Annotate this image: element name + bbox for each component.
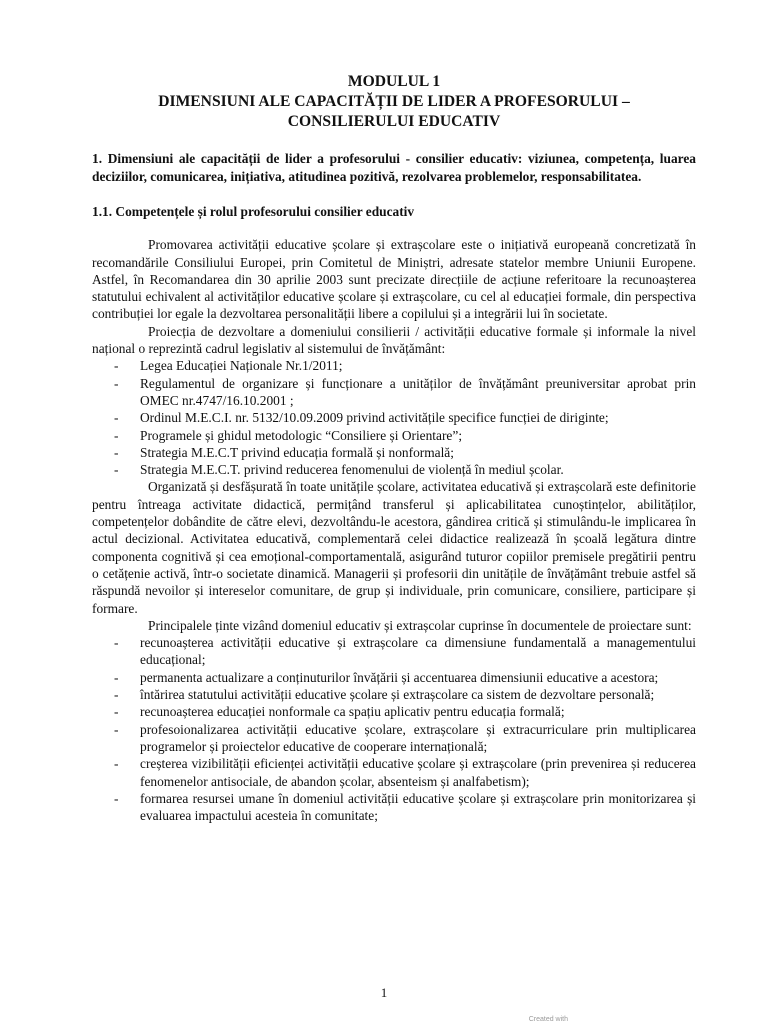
list-bullet: -: [114, 375, 119, 391]
paragraph-educational-activity: Organizată și desfășurată în toate unitățile școlare, activitatea educativă și extrașcolară este definitorie pentru întreaga activitate didactică, permițând transferul și aplicabilitatea cunoștințelor, abilităților, competențelor dobândite de către elevi, dezvoltându-le acestora, gândirea critică și stimulându-le implicarea în actul decizional. Activitatea educativă, complementară celei didactice realizează în școală legătura dintre componenta cognitivă și cea emoțional-comportamentală, asigurând tuturor copiilor premisele pregătirii pentru o cetățenie activă, într-o societate dinamică. Managerii și profesorii din unitățile de învățământ trebuie astfel să răspundă nevoilor și intereselor comunitare, de grup și individuale, prin comunicare, consiliere, participare și formare.: [92, 479, 696, 616]
title-line-counselor: CONSILIERULUI EDUCATIV: [287, 113, 501, 130]
list-item: [92, 461, 696, 478]
list-item-text: Programele și ghidul metodologic “Consiliere și Orientare”;: [140, 427, 463, 443]
list-item: [92, 686, 696, 703]
list-bullet: -: [114, 721, 119, 737]
list-item: [92, 444, 696, 461]
list-item: [92, 755, 696, 790]
paragraph-intro: Promovarea activității educative școlare și extrașcolare este o inițiativă europeană concretizată în recomandările Consiliului Europei, prin Comitetul de Miniștri, adresate statelor membre Uniunii Europene. Astfel, în Recomandarea din 30 aprilie 2003 sunt precizate direcțiile de acțiune referitoare la recunoașterea statutului echivalent al activităților educative școlare și extrașcolare, cu cel al educației formale, din perspectiva contribuției lor egale la dezvoltarea personalității libere a copilului și a integrării lui în societate.: [92, 237, 696, 322]
list-bullet: -: [114, 427, 119, 443]
list-item: [92, 669, 696, 686]
list-bullet: -: [114, 756, 119, 772]
list-item: [92, 357, 696, 374]
list-item-text: profesoionalizarea activității educative școlare, extrașcolare și extracurriculare prin multiplicarea programelor și proiectelor educative de cooperare internațională;: [140, 721, 696, 754]
targets-list: [92, 634, 696, 824]
list-item: [92, 790, 696, 825]
section-heading: 1. Dimensiuni ale capacității de lider a profesorului - consilier educativ: viziunea, competența, luarea deciziilor, comunicarea, inițiativa, atitudinea pozitivă, rezolvarea problemelor, responsabilitatea.: [92, 151, 696, 184]
list-bullet: -: [114, 410, 119, 426]
list-item-text: recunoașterea educației nonformale ca spațiu aplicativ pentru educația formală;: [140, 704, 565, 720]
list-bullet: -: [114, 462, 119, 478]
list-item-text: Legea Educației Naționale Nr.1/2011;: [140, 358, 343, 374]
title-line-dimensions: DIMENSIUNI ALE CAPACITĂȚII DE LIDER A PROFESORULUI –: [158, 93, 630, 110]
list-item: [92, 427, 696, 444]
list-item-text: permanenta actualizare a conținuturilor învățării și accentuarea dimensiunii educative a acestora;: [140, 669, 659, 685]
list-item-text: Ordinul M.E.C.I. nr. 5132/10.09.2009 privind activitățile specifice funcției de diriginte;: [140, 410, 609, 426]
watermark-text: Created with: [528, 1016, 568, 1023]
list-item-text: Strategia M.E.C.T. privind reducerea fenomenului de violență în mediul școlar.: [140, 462, 564, 478]
list-item: [92, 409, 696, 426]
subsection-heading: 1.1. Competențele și rolul profesorului consilier educativ: [92, 204, 415, 219]
list-bullet: -: [114, 444, 119, 460]
list-bullet: -: [114, 790, 119, 806]
list-item-text: recunoașterea activității educative și extrașcolare ca dimensiune fundamentală a managementului educațional;: [140, 635, 696, 668]
list-item: [92, 703, 696, 720]
list-item: [92, 634, 696, 669]
title-line-module: MODULUL 1: [347, 73, 441, 90]
list-item-text: formarea resursei umane în domeniul activității educative școlare și extrașcolare prin monitorizarea și evaluarea impactului acesteia în comunitate;: [140, 790, 696, 824]
list-item-text: Strategia M.E.C.T privind educația formală și nonformală;: [140, 444, 454, 460]
list-bullet: -: [114, 358, 119, 374]
page-number: 1: [380, 985, 388, 1000]
list-item-text: creșterea vizibilității eficienței activității educative școlare și extrașcolare (prin prevenirea și reducerea fenomenelor antisociale, de abandon școlar, absenteism și analfabetism);: [140, 756, 696, 789]
list-item-text: întărirea statutului activității educative școlare și extrașcolare ca sistem de dezvoltare personală;: [140, 687, 655, 703]
list-bullet: -: [114, 687, 119, 703]
list-item: [92, 721, 696, 756]
paragraph-legal-framework: Proiecția de dezvoltare a domeniului consilierii / activității educative formale și informale la nivel național o reprezintă cadrul legislativ al sistemului de învățământ:: [92, 323, 696, 357]
list-bullet: -: [114, 635, 119, 651]
list-bullet: -: [114, 704, 119, 720]
list-item: [92, 375, 696, 410]
document-title: [92, 72, 696, 132]
legal-framework-list: [92, 357, 696, 478]
paragraph-targets-intro: Principalele ținte vizând domeniul educativ și extrașcolar cuprinse în documentele de proiectare sunt:: [148, 617, 692, 633]
list-bullet: -: [114, 669, 119, 685]
document-page: [92, 72, 696, 824]
list-item-text: Regulamentul de organizare și funcționare a unităților de învățământ preuniversitar aprobat prin OMEC nr.4747/16.10.2001 ;: [140, 375, 696, 408]
